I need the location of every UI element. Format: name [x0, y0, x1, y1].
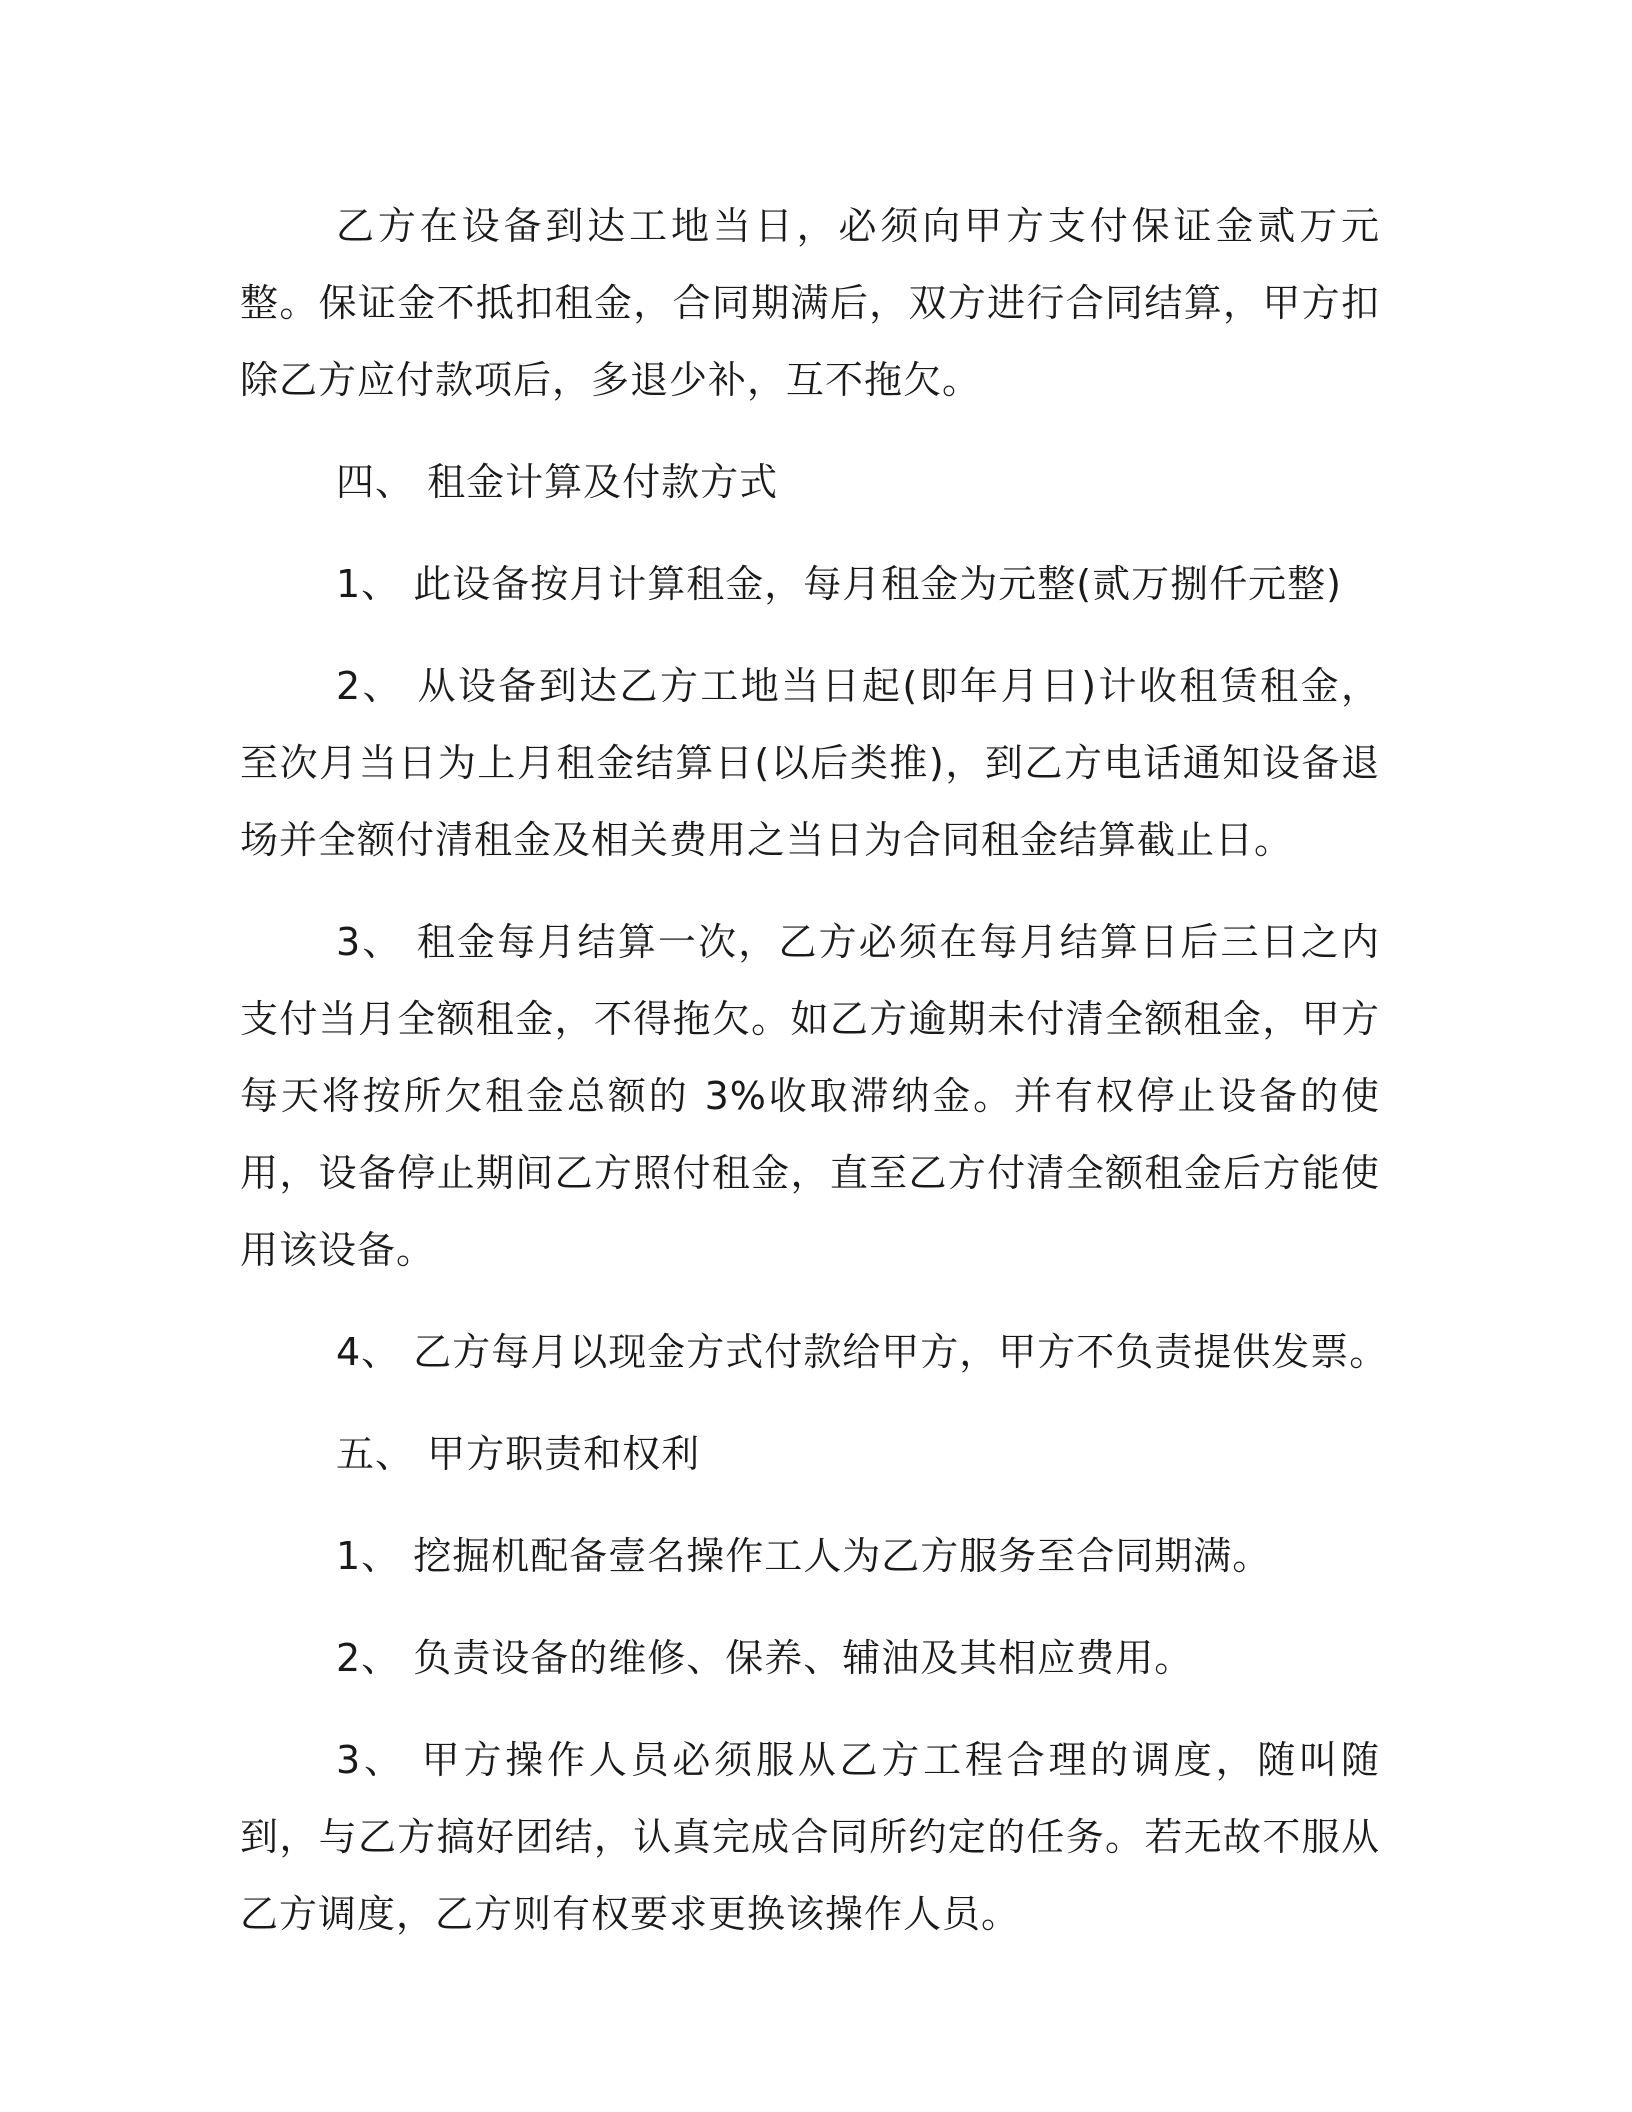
paragraph-deposit: 乙方在设备到达工地当日，必须向甲方支付保证金贰万元整。保证金不抵扣租金，合同期满后，双方进行合同结算，甲方扣除乙方应付款项后，多退少补，互不拖欠。: [240, 204, 1380, 402]
document-page: [240, 188, 1389, 1953]
clause-4-4-cash-payment: 4、 乙方每月以现金方式付款给甲方，甲方不负责提供发票。: [336, 1330, 1389, 1374]
clause-5-3-dispatch: 3、 甲方操作人员必须服从乙方工程合理的调度，随叫随到，与乙方搞好团结，认真完成合同所约定的任务。若无故不服从乙方调度，乙方则有权要求更换该操作人员。: [240, 1738, 1380, 1936]
clause-4-2-billing-period: 2、 从设备到达乙方工地当日起(即年月日)计收租赁租金，至次月当日为上月租金结算日(以后类推)，到乙方电话通知设备退场并全额付清租金及相关费用之当日为合同租金结算截止日。: [240, 664, 1380, 862]
clause-5-2-maintenance: 2、 负责设备的维修、保养、辅油及其相应费用。: [336, 1636, 1194, 1680]
clause-4-3-monthly-settlement: 3、 租金每月结算一次，乙方必须在每月结算日后三日之内支付当月全额租金，不得拖欠。如乙方逾期未付清全额租金，甲方每天将按所欠租金总额的 3%收取滞纳金。并有权停止设备的使用，设备停止期间乙方照付租金，直至乙方付清全额租金后方能使用该设备。: [240, 920, 1380, 1272]
section-heading-party-a-duties: 五、 甲方职责和权利: [336, 1432, 701, 1476]
section-heading-rent-payment: 四、 租金计算及付款方式: [336, 460, 779, 504]
clause-4-1-monthly-rent: 1、 此设备按月计算租金，每月租金为元整(贰万捌仟元整): [336, 562, 1342, 606]
clause-5-1-operator: 1、 挖掘机配备壹名操作工人为乙方服务至合同期满。: [336, 1534, 1272, 1578]
